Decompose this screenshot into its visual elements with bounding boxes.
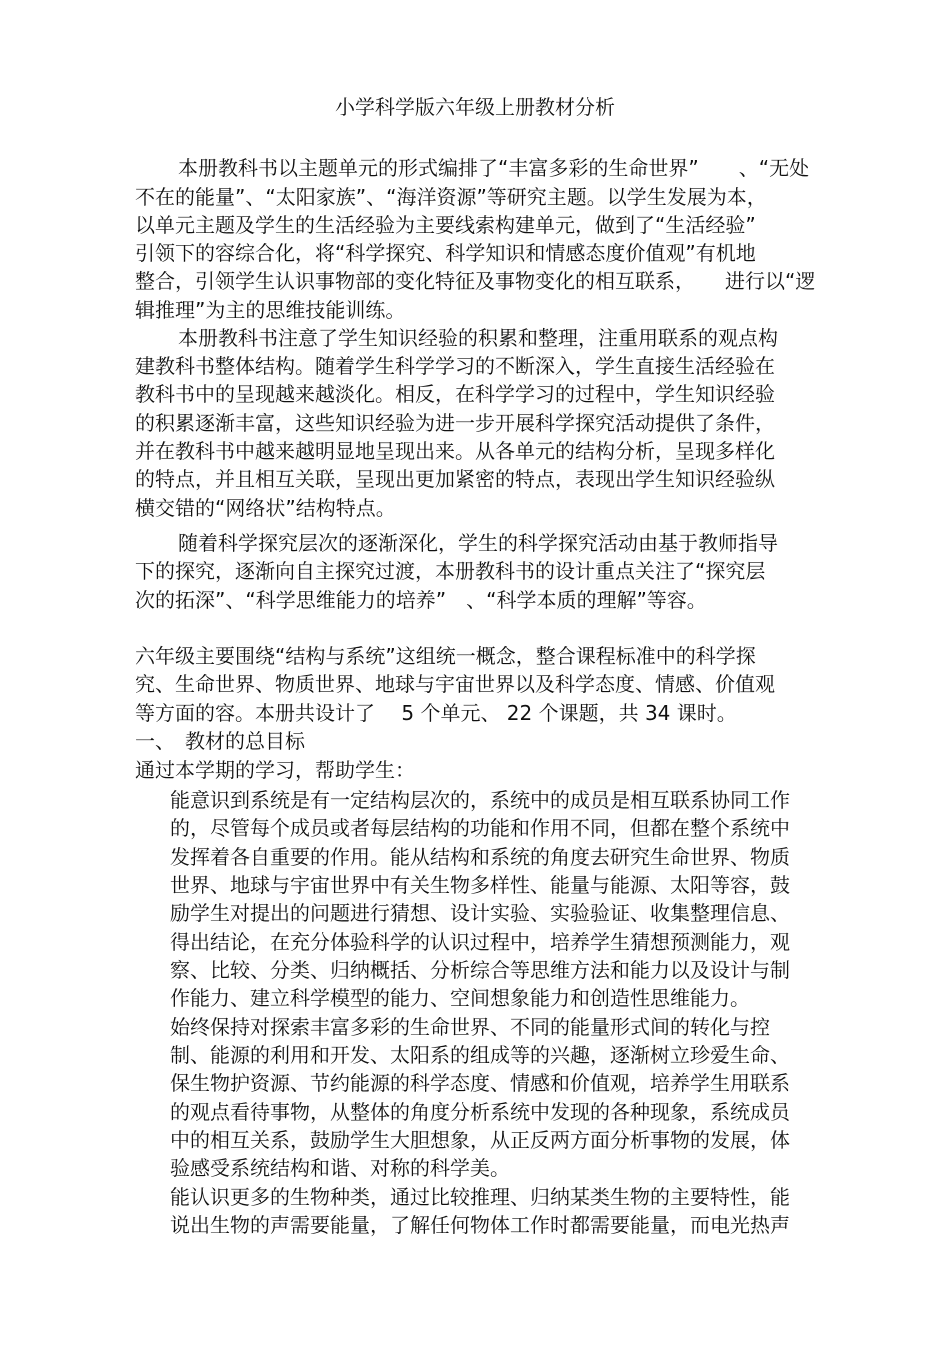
text-line: 等方面的容。本册共设计了 5 个单元、 22 个课题，共 34 课时。 (135, 701, 737, 725)
text-line: 能意识到系统是有一定结构层次的，系统中的成员是相互联系协同工作 (170, 788, 790, 812)
text-line: 保生物护资源、节约能源的科学态度、情感和价值观，培养学生用联系 (170, 1071, 790, 1095)
text-line: 世界、地球与宇宙世界中有关生物多样性、能量与能源、太阳等容，鼓 (170, 873, 790, 897)
text-line: 不在的能量”、“太阳家族”、“海洋资源”等研究主题。以学生发展为本， (135, 185, 767, 209)
text-line: 辑推理”为主的思维技能训练。 (135, 298, 406, 322)
text-line: 教科书中的呈现越来越淡化。相反，在科学学习的过程中，学生知识经验 (135, 382, 775, 406)
text-line: 建教科书整体结构。随着学生科学学习的不断深入，学生直接生活经验在 (135, 354, 775, 378)
section-heading: 一、 教材的总目标 (135, 729, 305, 753)
text-line: 察、比较、分类、归纳概括、分析综合等思维方法和能力以及设计与制 (170, 958, 790, 982)
text-line: 励学生对提出的问题进行猜想、设计实验、实验验证、收集整理信息、 (170, 901, 790, 925)
text-line: 本册教科书注意了学生知识经验的积累和整理，注重用联系的观点构 (178, 326, 778, 350)
text-line: 下的探究，逐渐向自主探究过渡，本册教科书的设计重点关注了“探究层 (135, 559, 766, 583)
text-line: 引领下的容综合化，将“科学探究、科学知识和情感态度价值观”有机地 (135, 241, 756, 265)
text-line: 的积累逐渐丰富，这些知识经验为进一步开展科学探究活动提供了条件， (135, 411, 775, 435)
text-line: 验感受系统结构和谐、对称的科学美。 (170, 1156, 510, 1180)
text-line: 始终保持对探索丰富多彩的生命世界、不同的能量形式间的转化与控 (170, 1015, 770, 1039)
text-line: 通过本学期的学习，帮助学生： (135, 758, 415, 782)
text-line: 究、生命世界、物质世界、地球与宇宙世界以及科学态度、情感、价值观 (135, 672, 775, 696)
text-line: 制、能源的利用和开发、太阳系的组成等的兴趣，逐渐树立珍爱生命、 (170, 1043, 790, 1067)
text-line: 本册教科书以主题单元的形式编排了“丰富多彩的生命世界” 、“无处 (178, 156, 810, 180)
text-line: 随着科学探究层次的逐渐深化，学生的科学探究活动由基于教师指导 (178, 531, 778, 555)
text-line: 整合，引领学生认识事物部的变化特征及事物变化的相互联系， 进行以“逻 (135, 269, 816, 293)
text-line: 得出结论，在充分体验科学的认识过程中，培养学生猜想预测能力，观 (170, 930, 790, 954)
text-line: 以单元主题及学生的生活经验为主要线索构建单元，做到了“生活经验” (135, 213, 756, 237)
text-line: 并在教科书中越来越明显地呈现出来。从各单元的结构分析，呈现多样化 (135, 439, 775, 463)
text-line: 的特点，并且相互关联，呈现出更加紧密的特点，表现出学生知识经验纵 (135, 467, 775, 491)
text-line: 六年级主要围绕“结构与系统”这组统一概念，整合课程标准中的科学探 (135, 644, 756, 668)
text-line: 作能力、建立科学模型的能力、空间想象能力和创造性思维能力。 (170, 986, 750, 1010)
text-line: 的，尽管每个成员或者每层结构的功能和作用不同，但都在整个系统中 (170, 816, 790, 840)
document-title: 小学科学版六年级上册教材分析 (335, 95, 615, 119)
text-line: 发挥着各自重要的作用。能从结构和系统的角度去研究生命世界、物质 (170, 845, 790, 869)
text-line: 的观点看待事物，从整体的角度分析系统中发现的各种现象，系统成员 (170, 1100, 790, 1124)
text-line: 能认识更多的生物种类，通过比较推理、归纳某类生物的主要特性，能 (170, 1185, 790, 1209)
text-line: 横交错的“网络状”结构特点。 (135, 496, 396, 520)
text-line: 说出生物的声需要能量，了解任何物体工作时都需要能量，而电光热声 (170, 1213, 790, 1237)
text-line: 中的相互关系，鼓励学生大胆想象，从正反两方面分析事物的发展，体 (170, 1128, 790, 1152)
text-line: 次的拓深”、“科学思维能力的培养” 、“科学本质的理解”等容。 (135, 588, 707, 612)
